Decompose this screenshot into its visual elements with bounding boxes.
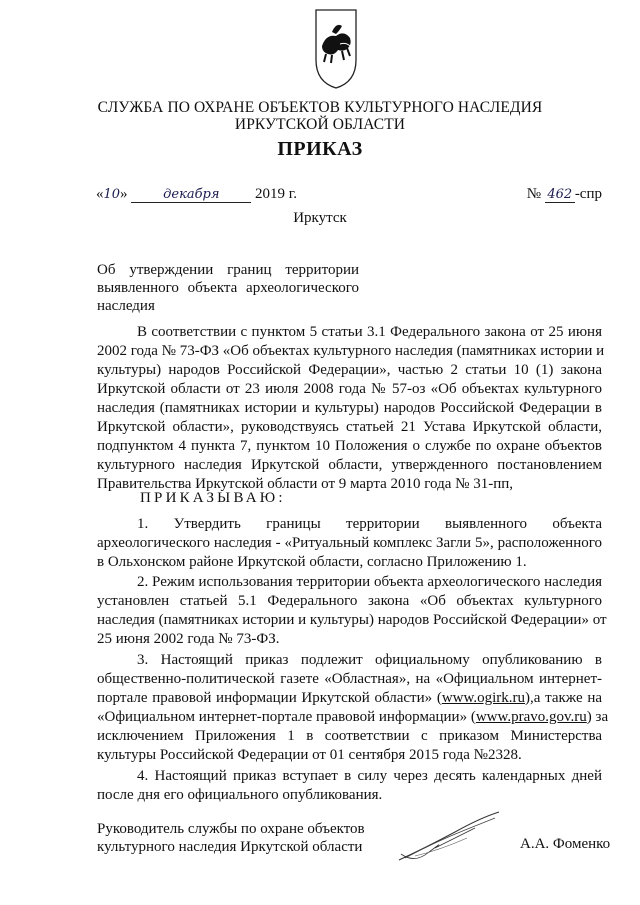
handwritten-signature-icon bbox=[395, 808, 505, 868]
text-line-with-link bbox=[97, 689, 602, 708]
text-line: подпунктом 4 пункта 7, пунктом 10 Положения о службе по охране объектов bbox=[97, 438, 602, 454]
organization-name bbox=[80, 99, 560, 133]
city: Иркутск bbox=[293, 210, 347, 226]
text-line: после дня его официального опубликования. bbox=[97, 787, 383, 803]
text-line: 2002 года № 73-ФЗ «Об объектах культурного наследия (памятниках истории и bbox=[97, 343, 605, 359]
text-fragment: ) за bbox=[586, 709, 609, 725]
number-prefix: № bbox=[526, 186, 542, 202]
subject-heading bbox=[97, 261, 359, 315]
date-year: 2019 г. bbox=[255, 186, 298, 202]
text-line: Правительства Иркутской области от 9 марта 2010 года № 31-пп, bbox=[97, 476, 513, 492]
text-line: наследия (памятниках истории и культуры) народов Российской Федерации» от bbox=[97, 612, 607, 628]
text-line: культуры) народов Российской Федерации», частью 2 статьи 10 (1) закона bbox=[97, 362, 602, 378]
text-line: в Ольхонском районе Иркутской области, согласно Приложению 1. bbox=[97, 554, 527, 570]
text-line: археологического наследия - «Ритуальный комплекс Загли 5», расположенного bbox=[97, 535, 602, 551]
text-line: 25 июня 2002 года № 73-ФЗ. bbox=[97, 631, 280, 647]
number-value: 462 bbox=[545, 187, 575, 203]
text-line-with-link bbox=[97, 708, 609, 727]
text-line: 3. Настоящий приказ подлежит официальному опубликованию в bbox=[137, 652, 602, 668]
subject-line: наследия bbox=[97, 298, 155, 314]
order-word: ПРИКАЗЫВАЮ: bbox=[140, 490, 286, 506]
organization-line-2: ИРКУТСКОЙ ОБЛАСТИ bbox=[234, 116, 406, 133]
text-line: 1. Утвердить границы территории выявленного объекта bbox=[137, 516, 602, 532]
preamble-paragraph bbox=[97, 323, 605, 494]
text-line: культуры Российской Федерации от 01 сентября 2015 года №2328. bbox=[97, 747, 522, 763]
date-open-quote: « bbox=[96, 186, 104, 202]
text-line: культурного наследия Иркутской области, утвержденного постановлением bbox=[97, 457, 602, 473]
position-line-1: Руководитель службы по охране объектов bbox=[97, 821, 365, 837]
document-date bbox=[96, 186, 297, 203]
organization-line-1: СЛУЖБА ПО ОХРАНЕ ОБЪЕКТОВ КУЛЬТУРНОГО НАСЛЕДИЯ bbox=[97, 99, 543, 116]
text-fragment: ),а также на bbox=[525, 690, 602, 706]
date-day: 10 bbox=[103, 187, 121, 202]
ogirk-link[interactable]: www.ogirk.ru bbox=[441, 690, 526, 706]
subject-line: Об утверждении границ территории bbox=[97, 262, 359, 278]
number-suffix: -спр bbox=[574, 186, 602, 202]
document-number bbox=[527, 186, 602, 203]
order-item-3 bbox=[97, 651, 609, 765]
document-type: ПРИКАЗ bbox=[277, 138, 363, 160]
coat-of-arms-icon bbox=[314, 8, 358, 90]
date-month: декабря bbox=[131, 187, 251, 203]
text-fragment: портале правовой информации Иркутской области» ( bbox=[97, 690, 442, 706]
subject-line: выявленного объекта археологического bbox=[97, 280, 359, 296]
text-line: Иркутской области», руководствуясь статьей 21 Устава Иркутской области, bbox=[97, 419, 602, 435]
text-line: 4. Настоящий приказ вступает в силу через десять календарных дней bbox=[137, 768, 602, 784]
text-line: общественно-политической газете «Областная», на «Официальном интернет- bbox=[97, 671, 602, 687]
order-item-2 bbox=[97, 573, 607, 649]
position-line-2: культурного наследия Иркутской области bbox=[97, 839, 363, 855]
text-line: Иркутской области от 23 июля 2008 года № 57-оз «Об объектах культурного bbox=[97, 381, 602, 397]
text-line: В соответствии с пунктом 5 статьи 3.1 Федерального закона от 25 июня bbox=[137, 324, 602, 340]
text-line: установлен статьей 5.1 Федерального закона «Об объектах культурного bbox=[97, 593, 602, 609]
pravo-link[interactable]: www.pravo.gov.ru bbox=[475, 709, 587, 725]
signatory-name: А.А. Фоменко bbox=[520, 836, 611, 852]
order-item-4 bbox=[97, 767, 602, 805]
signatory-position bbox=[97, 820, 365, 856]
text-line: исключением Приложения 1 в соответствии с приказом Министерства bbox=[97, 728, 602, 744]
text-line: 2. Режим использования территории объекта археологического наследия bbox=[137, 574, 602, 590]
text-line: наследия (памятниках истории и культуры) народов Российской Федерации в bbox=[97, 400, 602, 416]
date-close-quote: » bbox=[120, 186, 128, 202]
order-item-1 bbox=[97, 515, 602, 572]
text-fragment: «Официальном интернет-портале правовой информации» ( bbox=[97, 709, 476, 725]
